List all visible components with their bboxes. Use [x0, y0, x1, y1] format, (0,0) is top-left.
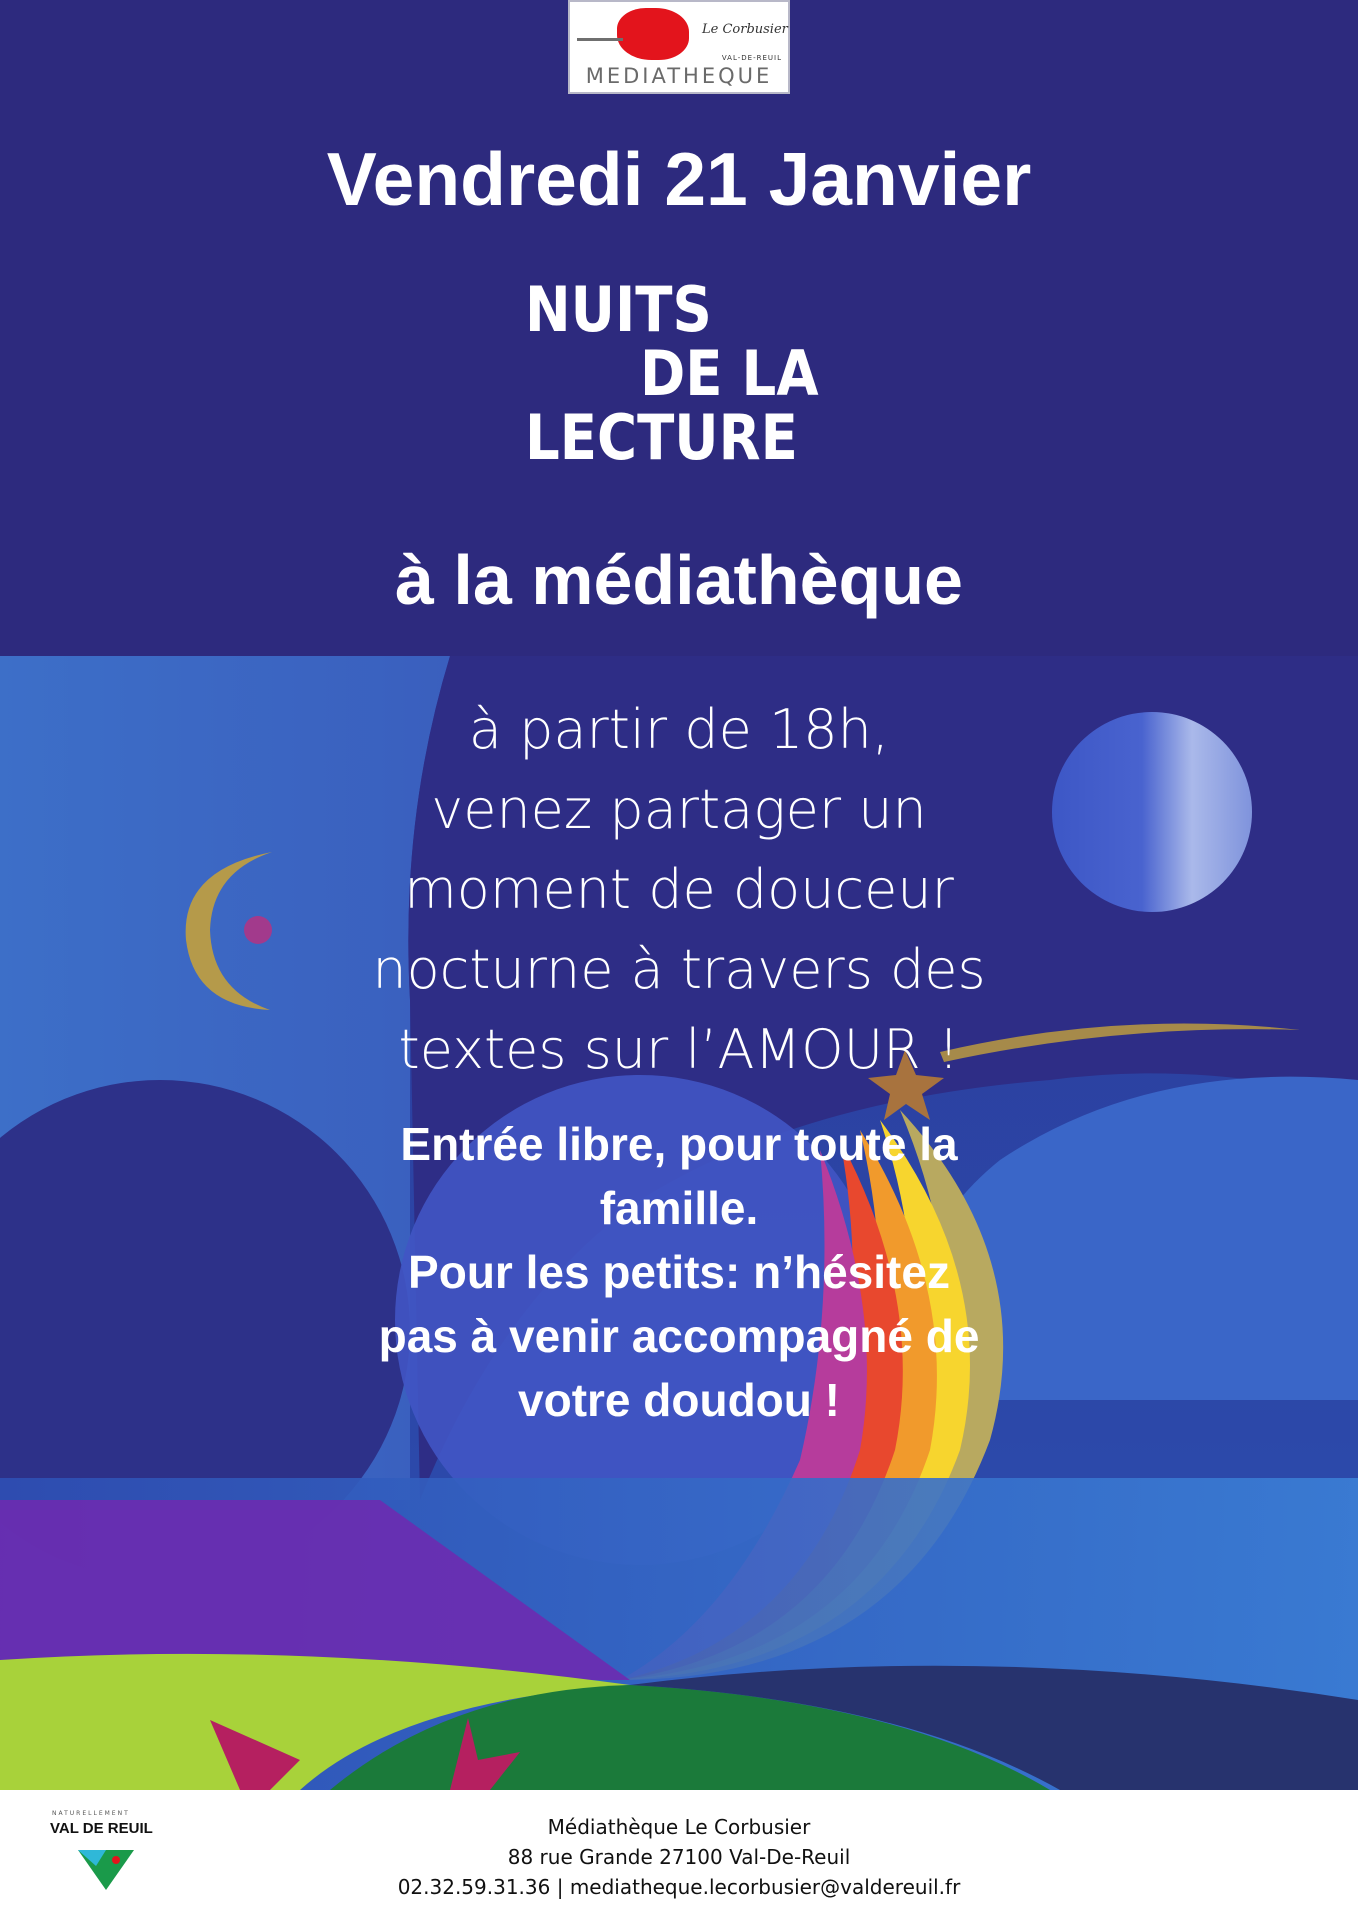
info-line: votre doudou ! — [518, 1374, 840, 1426]
event-title-line-2: DE LA — [640, 337, 819, 410]
practical-info — [0, 1112, 1358, 1432]
invitation-line: à partir de 18h, — [468, 698, 890, 761]
contact-address: 88 rue Grande 27100 Val-De-Reuil — [507, 1845, 851, 1869]
contact-block — [0, 1812, 1358, 1902]
invitation-line: textes sur l’AMOUR ! — [398, 1018, 960, 1081]
event-venue: à la médiathèque — [395, 541, 963, 619]
logo-red-mark — [617, 8, 689, 60]
logo-subtitle: VAL-DE-REUIL — [721, 54, 782, 62]
info-line: famille. — [599, 1182, 759, 1234]
info-line: Entrée libre, pour toute la — [400, 1118, 958, 1170]
info-line: pas à venir accompagné de — [378, 1310, 980, 1362]
event-title-line-1: NUITS — [525, 273, 712, 346]
mediatheque-logo — [568, 0, 790, 94]
footer — [0, 1790, 1358, 1920]
logo-signature: Le Corbusier — [702, 22, 788, 37]
contact-phone-email: 02.32.59.31.36 | mediatheque.lecorbusier@valdereuil.fr — [397, 1875, 961, 1899]
contact-name: Médiathèque Le Corbusier — [547, 1815, 811, 1839]
invitation-line: moment de douceur — [404, 858, 954, 921]
invitation-text — [0, 690, 1358, 1090]
city-tagline: NATURELLEMENT — [52, 1810, 130, 1817]
event-title-line-3: LECTURE — [525, 401, 798, 474]
invitation-line: nocturne à travers des — [372, 938, 986, 1001]
invitation-line: venez partager un — [431, 778, 927, 841]
event-date: Vendredi 21 Janvier — [326, 137, 1032, 221]
city-name: VAL DE REUIL — [50, 1820, 153, 1837]
info-line: Pour les petits: n’hésitez — [408, 1246, 950, 1298]
logo-name: MEDIATHEQUE — [585, 64, 773, 88]
event-title-logo — [525, 273, 845, 478]
